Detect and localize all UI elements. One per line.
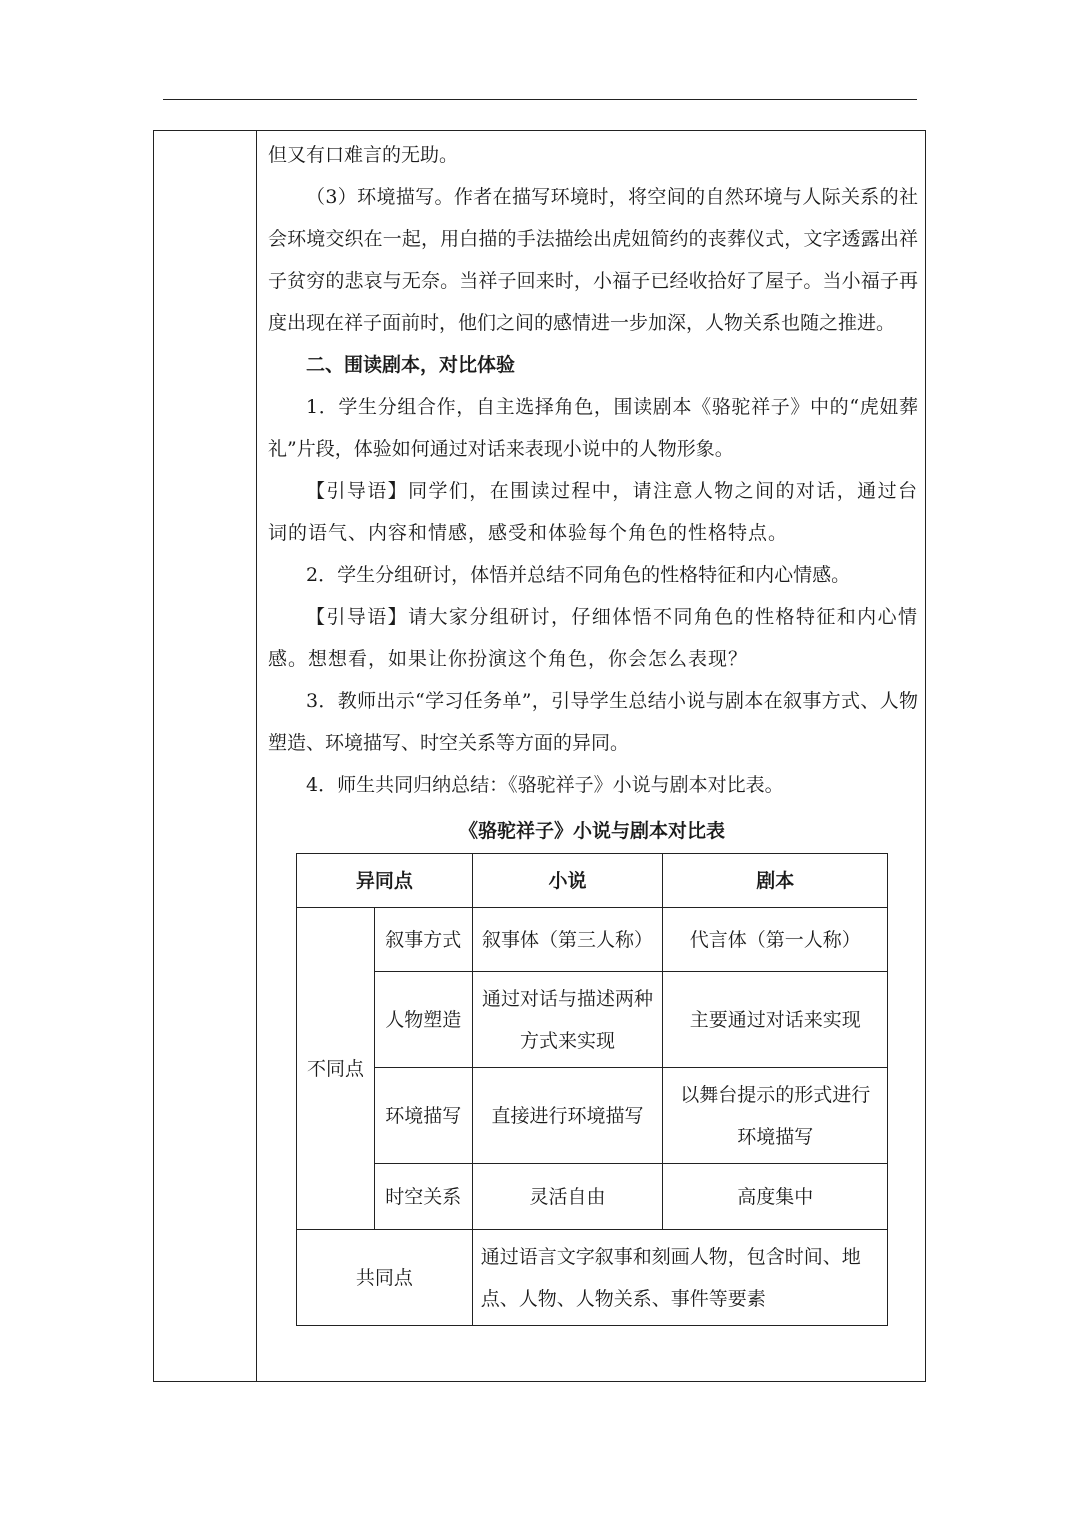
guide-paragraph: 【引导语】请大家分组研讨，仔细体悟不同角色的性格特征和内心情感。想想看，如果让你扮演这个角色，你会怎么表现？ (268, 606, 918, 670)
aspect-cell: 叙事方式 (374, 908, 472, 972)
aspect-cell: 时空关系 (374, 1164, 472, 1230)
common-text-cell: 通过语言文字叙事和刻画人物，包含时间、地点、人物、人物关系、事件等要素 (472, 1230, 887, 1326)
script-cell: 以舞台提示的形式进行环境描写 (663, 1068, 888, 1164)
novel-cell: 叙事体（第三人称） (472, 908, 663, 972)
paragraph: 但又有口难言的无助。 (268, 144, 459, 166)
script-cell: 高度集中 (663, 1164, 888, 1230)
header-cell: 异同点 (297, 854, 473, 908)
table-row (297, 972, 888, 1068)
paragraph: 1．学生分组合作，自主选择角色，围读剧本《骆驼祥子》中的“虎妞葬礼”片段，体验如何通过对话来表现小说中的人物形象。 (268, 396, 918, 460)
script-cell: 代言体（第一人称） (663, 908, 888, 972)
guide-paragraph: 【引导语】同学们，在围读过程中，请注意人物之间的对话，通过台词的语气、内容和情感，感受和体验每个角色的性格特点。 (268, 480, 918, 544)
table-row (297, 1230, 888, 1326)
comparison-table (296, 853, 888, 1326)
novel-cell: 通过对话与描述两种方式来实现 (472, 972, 663, 1068)
section-heading: 二、围读剧本，对比体验 (306, 354, 516, 376)
table-row (297, 1068, 888, 1164)
paragraph: （3）环境描写。作者在描写环境时，将空间的自然环境与人际关系的社会环境交织在一起，用白描的手法描绘出虎妞简约的丧葬仪式，文字透露出祥子贫穷的悲哀与无奈。当祥子回来时，小福子已经收拾好了屋子。当小福子再度出现在祥子面前时，他们之间的感情进一步加深，人物关系也随之推进。 (268, 186, 918, 334)
lesson-content (268, 134, 918, 806)
paragraph: 2．学生分组研讨，体悟并总结不同角色的性格特征和内心情感。 (306, 564, 851, 586)
paragraph: 4．师生共同归纳总结：《骆驼祥子》小说与剧本对比表。 (306, 774, 784, 796)
header-cell: 剧本 (663, 854, 888, 908)
header-cell: 小说 (472, 854, 663, 908)
table-header-row (297, 854, 888, 908)
header-rule (163, 99, 917, 100)
paragraph: 3．教师出示“学习任务单”，引导学生总结小说与剧本在叙事方式、人物塑造、环境描写、时空关系等方面的异同。 (268, 690, 918, 754)
script-cell: 主要通过对话来实现 (663, 972, 888, 1068)
diff-label-cell: 不同点 (297, 908, 375, 1230)
aspect-cell: 人物塑造 (374, 972, 472, 1068)
lesson-table-column-divider (256, 130, 257, 1382)
table-row (297, 1164, 888, 1230)
aspect-cell: 环境描写 (374, 1068, 472, 1164)
common-label-cell: 共同点 (297, 1230, 473, 1326)
novel-cell: 直接进行环境描写 (472, 1068, 663, 1164)
novel-cell: 灵活自由 (472, 1164, 663, 1230)
table-row (297, 908, 888, 972)
table-caption: 《骆驼祥子》小说与剧本对比表 (458, 820, 725, 842)
